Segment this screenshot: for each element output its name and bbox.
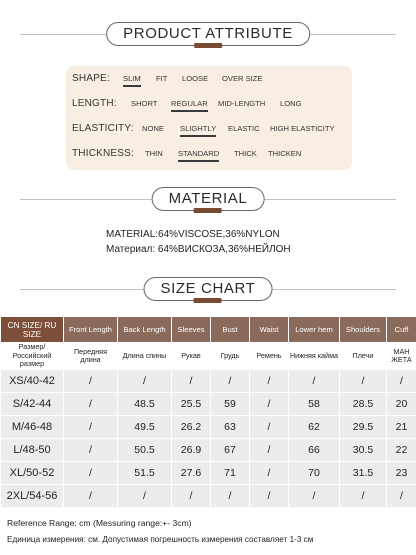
attr-option: LONG [280, 99, 302, 108]
size-label-cell: XL/50-52 [1, 462, 63, 484]
table-cell: / [64, 370, 117, 392]
table-cell: / [340, 370, 386, 392]
table-header-cell: Lower hem [289, 317, 339, 342]
reference-note: Reference Range: cm (Messuring range:+- 3cm) [7, 518, 192, 528]
table-cell: 63 [211, 416, 249, 438]
table-cell: / [64, 393, 117, 415]
table-cell: / [118, 370, 171, 392]
section-title: SIZE CHART [144, 277, 273, 301]
attr-option: THICKEN [268, 149, 302, 158]
table-cell: / [340, 485, 386, 507]
attr-option-selected: REGULAR [171, 99, 208, 108]
attr-option: LOOSE [182, 74, 209, 83]
table-header-cell: CN SIZE/ RU SIZE [1, 317, 63, 342]
table-header-ru-cell: Рукав [172, 343, 210, 369]
attr-option: MID-LENGTH [218, 99, 266, 108]
attr-option: NONE [142, 124, 164, 133]
table-cell: / [64, 439, 117, 461]
table-header-cell: Waist [250, 317, 288, 342]
size-label-cell: S/42-44 [1, 393, 63, 415]
table-cell: 26.9 [172, 439, 210, 461]
table-cell: 71 [211, 462, 249, 484]
attr-option: OVER SIZE [222, 74, 263, 83]
table-header-ru-row [1, 343, 416, 369]
table-header-cell: Cuff [387, 317, 416, 342]
table-cell: 25.5 [172, 393, 210, 415]
attr-option-selected: SLIM [123, 74, 141, 83]
table-cell: 51.5 [118, 462, 171, 484]
table-cell: 23 [387, 462, 416, 484]
attr-option-selected: STANDARD [178, 149, 220, 158]
table-cell: / [250, 485, 288, 507]
attr-option: HIGH ELASTICITY [270, 124, 335, 133]
size-label-cell: L/48-50 [1, 439, 63, 461]
table-row [1, 462, 416, 484]
table-cell: / [211, 370, 249, 392]
table-cell: 31.5 [340, 462, 386, 484]
table-cell: / [387, 370, 416, 392]
attribute-panel [66, 66, 352, 170]
table-row [1, 370, 416, 392]
table-row [1, 485, 416, 507]
table-cell: 20 [387, 393, 416, 415]
attr-option: THIN [145, 149, 163, 158]
attr-option: ELASTIC [228, 124, 260, 133]
table-header-ru-cell: Грудь [211, 343, 249, 369]
table-cell: 27.6 [172, 462, 210, 484]
attr-label: SHAPE: [72, 73, 110, 84]
table-cell: 29.5 [340, 416, 386, 438]
table-cell: 59 [211, 393, 249, 415]
section-title: PRODUCT ATTRIBUTE [106, 22, 310, 46]
table-cell: 50.5 [118, 439, 171, 461]
table-cell: / [289, 485, 339, 507]
table-cell: / [250, 370, 288, 392]
table-header-ru-cell: Размер/ Российский размер [1, 343, 63, 369]
attr-option: SHORT [131, 99, 158, 108]
table-header-ru-cell: Передняя длина [64, 343, 117, 369]
table-cell: / [64, 462, 117, 484]
table-cell: / [250, 393, 288, 415]
table-cell: / [250, 462, 288, 484]
table-cell: 62 [289, 416, 339, 438]
attr-label: THICKNESS: [72, 148, 135, 159]
table-header-ru-cell: Нижняя кайма [289, 343, 339, 369]
table-cell: / [64, 485, 117, 507]
product-attribute-header [0, 22, 416, 48]
table-cell: 67 [211, 439, 249, 461]
size-table [0, 316, 416, 508]
table-header-row [1, 317, 416, 342]
table-cell: 22 [387, 439, 416, 461]
table-header-ru-cell: Плечи [340, 343, 386, 369]
table-cell: / [64, 416, 117, 438]
table-cell: / [387, 485, 416, 507]
table-header-cell: Shoulders [340, 317, 386, 342]
table-header-cell: Back Length [118, 317, 171, 342]
table-header-ru-cell: Длина спины [118, 343, 171, 369]
attr-label: ELASTICITY: [72, 123, 134, 134]
table-cell: / [211, 485, 249, 507]
attr-option-selected: SLIGHTLY [180, 124, 217, 133]
table-row [1, 416, 416, 438]
table-cell: / [172, 485, 210, 507]
table-header-ru-cell: Ремень [250, 343, 288, 369]
attr-option: FIT [156, 74, 168, 83]
size-label-cell: M/46-48 [1, 416, 63, 438]
size-label-cell: XS/40-42 [1, 370, 63, 392]
material-text-en: MATERIAL:64%VISCOSE,36%NYLON [106, 229, 280, 240]
material-header [0, 187, 416, 213]
table-cell: 30.5 [340, 439, 386, 461]
attr-label: LENGTH: [72, 98, 117, 109]
table-cell: 58 [289, 393, 339, 415]
table-cell: 66 [289, 439, 339, 461]
material-text-ru: Материал: 64%ВИСКОЗА,36%НЕЙЛОН [106, 244, 291, 255]
table-cell: 21 [387, 416, 416, 438]
attr-option: THICK [234, 149, 257, 158]
table-header-cell: Front Length [64, 317, 117, 342]
table-cell: 26.2 [172, 416, 210, 438]
table-header-cell: Sleeves [172, 317, 210, 342]
reference-note-ru: Единица измерения: см. Допустимая погрешность измерения составляет 1-3 см [7, 535, 314, 544]
table-cell: / [250, 416, 288, 438]
size-label-cell: 2XL/54-56 [1, 485, 63, 507]
table-cell: 28.5 [340, 393, 386, 415]
table-row [1, 393, 416, 415]
table-cell: / [289, 370, 339, 392]
table-cell: / [172, 370, 210, 392]
table-header-ru-cell: МАН ЖЕТА [387, 343, 416, 369]
table-row [1, 439, 416, 461]
table-cell: 49.5 [118, 416, 171, 438]
table-cell: / [118, 485, 171, 507]
table-cell: 48.5 [118, 393, 171, 415]
table-cell: 70 [289, 462, 339, 484]
section-title: MATERIAL [152, 187, 265, 211]
table-header-cell: Bust [211, 317, 249, 342]
table-cell: / [250, 439, 288, 461]
size-chart-header [0, 277, 416, 303]
